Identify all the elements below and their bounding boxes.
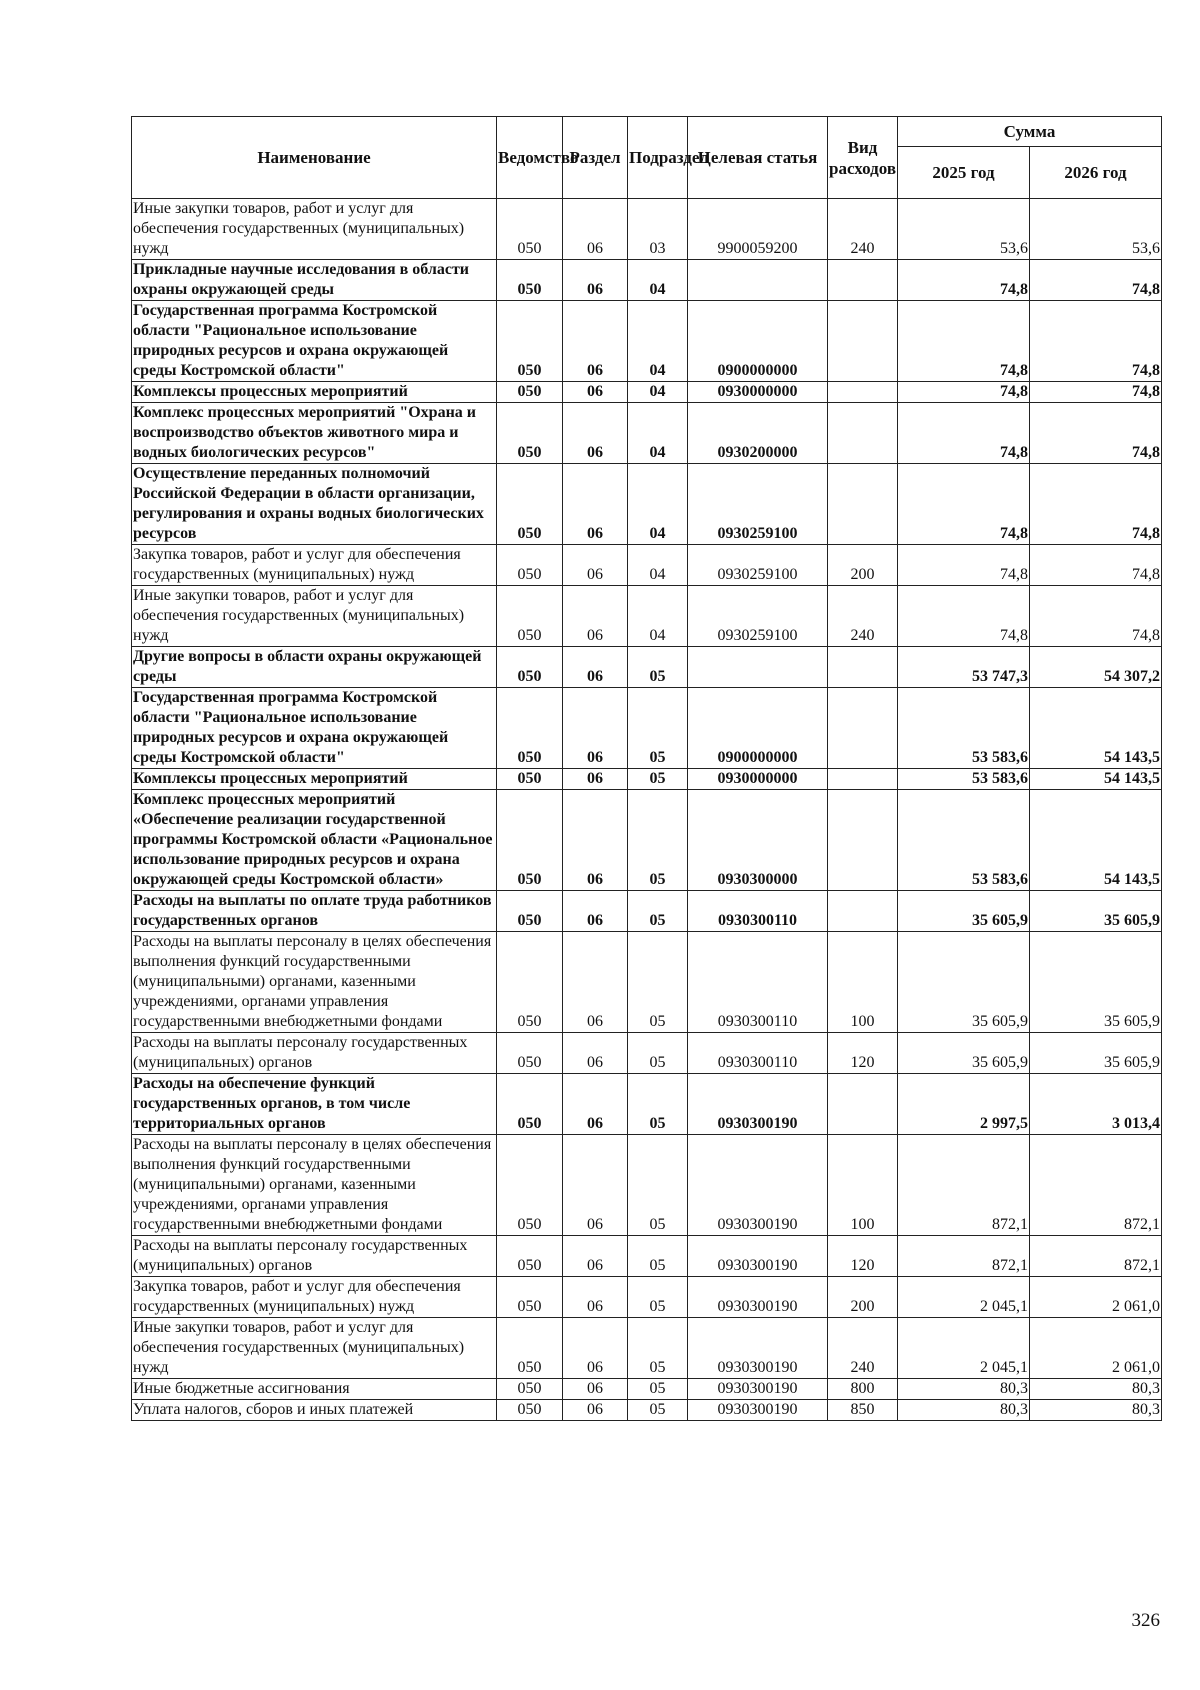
table-row: [132, 1074, 1162, 1135]
cell-celevaya-statya: [688, 260, 828, 301]
cell-vid-rashodov: [828, 301, 898, 382]
cell-razdel: 06: [563, 891, 628, 932]
cell-sum-2026: 35 605,9: [1030, 1033, 1162, 1074]
header-celevaya-statya: Целевая статья: [688, 117, 828, 199]
cell-celevaya-statya: 0930259100: [688, 545, 828, 586]
cell-celevaya-statya: 0930300110: [688, 932, 828, 1033]
cell-vid-rashodov: [828, 891, 898, 932]
cell-vedomstvo: 050: [497, 199, 563, 260]
cell-razdel: 06: [563, 199, 628, 260]
cell-celevaya-statya: 0930200000: [688, 403, 828, 464]
cell-razdel: 06: [563, 1236, 628, 1277]
cell-vedomstvo: 050: [497, 769, 563, 790]
cell-podrazdel: 04: [628, 464, 688, 545]
cell-sum-2026: 80,3: [1030, 1379, 1162, 1400]
cell-vid-rashodov: 240: [828, 586, 898, 647]
cell-vedomstvo: 050: [497, 647, 563, 688]
cell-razdel: 06: [563, 1400, 628, 1421]
cell-sum-2025: 80,3: [898, 1379, 1030, 1400]
budget-table-container: [131, 116, 1161, 1421]
table-row: [132, 382, 1162, 403]
cell-sum-2025: 74,8: [898, 586, 1030, 647]
cell-vid-rashodov: [828, 769, 898, 790]
cell-sum-2026: 54 143,5: [1030, 688, 1162, 769]
cell-vedomstvo: 050: [497, 545, 563, 586]
table-row: [132, 647, 1162, 688]
cell-vid-rashodov: [828, 382, 898, 403]
table-body: [132, 199, 1162, 1421]
cell-celevaya-statya: [688, 647, 828, 688]
cell-vid-rashodov: [828, 790, 898, 891]
cell-sum-2026: 872,1: [1030, 1135, 1162, 1236]
cell-podrazdel: 05: [628, 1318, 688, 1379]
cell-vedomstvo: 050: [497, 1318, 563, 1379]
cell-sum-2025: 74,8: [898, 301, 1030, 382]
cell-podrazdel: 05: [628, 1033, 688, 1074]
cell-celevaya-statya: 0930300190: [688, 1277, 828, 1318]
cell-razdel: 06: [563, 403, 628, 464]
cell-sum-2026: 54 143,5: [1030, 769, 1162, 790]
cell-podrazdel: 04: [628, 586, 688, 647]
cell-vedomstvo: 050: [497, 790, 563, 891]
cell-celevaya-statya: 0930000000: [688, 769, 828, 790]
table-row: [132, 769, 1162, 790]
cell-razdel: 06: [563, 790, 628, 891]
cell-vid-rashodov: 240: [828, 1318, 898, 1379]
cell-name: Закупка товаров, работ и услуг для обеспечения государственных (муниципальных) нужд: [132, 1277, 497, 1318]
cell-razdel: 06: [563, 1379, 628, 1400]
cell-name: Расходы на обеспечение функций государственных органов, в том числе территориальных органов: [132, 1074, 497, 1135]
header-year-2026: 2026 год: [1030, 147, 1162, 199]
cell-podrazdel: 05: [628, 891, 688, 932]
cell-name: Комплекс процессных мероприятий «Обеспечение реализации государственной программы Костромской области «Рациональное использование природных ресурсов и охрана окружающей среды Костромской области»: [132, 790, 497, 891]
cell-podrazdel: 05: [628, 790, 688, 891]
table-row: [132, 891, 1162, 932]
cell-vid-rashodov: 120: [828, 1033, 898, 1074]
cell-vid-rashodov: 100: [828, 932, 898, 1033]
cell-celevaya-statya: 0930000000: [688, 382, 828, 403]
cell-sum-2025: 53 583,6: [898, 769, 1030, 790]
table-row: [132, 1379, 1162, 1400]
cell-razdel: 06: [563, 769, 628, 790]
table-row: [132, 932, 1162, 1033]
cell-razdel: 06: [563, 382, 628, 403]
cell-razdel: 06: [563, 301, 628, 382]
cell-podrazdel: 04: [628, 403, 688, 464]
cell-celevaya-statya: 0930300190: [688, 1400, 828, 1421]
cell-name: Комплекс процессных мероприятий "Охрана и воспроизводство объектов животного мира и водных биологических ресурсов": [132, 403, 497, 464]
cell-vid-rashodov: 120: [828, 1236, 898, 1277]
cell-name: Закупка товаров, работ и услуг для обеспечения государственных (муниципальных) нужд: [132, 545, 497, 586]
cell-vid-rashodov: 200: [828, 545, 898, 586]
cell-podrazdel: 05: [628, 1400, 688, 1421]
cell-vedomstvo: 050: [497, 403, 563, 464]
cell-vid-rashodov: 100: [828, 1135, 898, 1236]
cell-vedomstvo: 050: [497, 1379, 563, 1400]
cell-razdel: 06: [563, 586, 628, 647]
cell-podrazdel: 04: [628, 301, 688, 382]
cell-sum-2025: 80,3: [898, 1400, 1030, 1421]
cell-celevaya-statya: 0930300190: [688, 1135, 828, 1236]
header-year-2025: 2025 год: [898, 147, 1030, 199]
cell-name: Иные закупки товаров, работ и услуг для обеспечения государственных (муниципальных) нужд: [132, 586, 497, 647]
table-row: [132, 199, 1162, 260]
cell-name: Расходы на выплаты персоналу в целях обеспечения выполнения функций государственными (муниципальными) органами, казенными учреждениями, органами управления государственными внебюджетными фондами: [132, 1135, 497, 1236]
cell-podrazdel: 04: [628, 382, 688, 403]
cell-sum-2025: 53 583,6: [898, 790, 1030, 891]
header-vid-rashodov: Вид расходов: [828, 117, 898, 199]
cell-sum-2025: 2 045,1: [898, 1318, 1030, 1379]
cell-vedomstvo: 050: [497, 688, 563, 769]
cell-name: Расходы на выплаты персоналу в целях обеспечения выполнения функций государственными (муниципальными) органами, казенными учреждениями, органами управления государственными внебюджетными фондами: [132, 932, 497, 1033]
cell-name: Государственная программа Костромской области "Рациональное использование природных ресурсов и охрана окружающей среды Костромской области": [132, 301, 497, 382]
cell-sum-2026: 3 013,4: [1030, 1074, 1162, 1135]
cell-razdel: 06: [563, 260, 628, 301]
cell-sum-2026: 74,8: [1030, 301, 1162, 382]
header-summa: Сумма: [898, 117, 1162, 147]
table-row: [132, 464, 1162, 545]
cell-sum-2026: 53,6: [1030, 199, 1162, 260]
cell-vedomstvo: 050: [497, 891, 563, 932]
cell-vid-rashodov: [828, 1074, 898, 1135]
table-row: [132, 1400, 1162, 1421]
table-row: [132, 1277, 1162, 1318]
cell-sum-2025: 53 747,3: [898, 647, 1030, 688]
cell-razdel: 06: [563, 1074, 628, 1135]
table-row: [132, 260, 1162, 301]
cell-celevaya-statya: 0930300190: [688, 1318, 828, 1379]
cell-vid-rashodov: [828, 688, 898, 769]
cell-sum-2025: 35 605,9: [898, 1033, 1030, 1074]
cell-name: Осуществление переданных полномочий Российской Федерации в области организации, регулирования и охраны водных биологических ресурсов: [132, 464, 497, 545]
cell-sum-2026: 74,8: [1030, 586, 1162, 647]
cell-sum-2026: 54 307,2: [1030, 647, 1162, 688]
cell-vid-rashodov: 800: [828, 1379, 898, 1400]
cell-vid-rashodov: [828, 647, 898, 688]
cell-name: Комплексы процессных мероприятий: [132, 769, 497, 790]
cell-podrazdel: 05: [628, 1379, 688, 1400]
budget-table: [131, 116, 1162, 1421]
cell-vid-rashodov: 850: [828, 1400, 898, 1421]
table-row: [132, 1033, 1162, 1074]
cell-vedomstvo: 050: [497, 586, 563, 647]
cell-razdel: 06: [563, 647, 628, 688]
cell-sum-2026: 74,8: [1030, 260, 1162, 301]
table-row: [132, 403, 1162, 464]
cell-podrazdel: 05: [628, 769, 688, 790]
cell-celevaya-statya: 0930300000: [688, 790, 828, 891]
cell-podrazdel: 03: [628, 199, 688, 260]
cell-vedomstvo: 050: [497, 1033, 563, 1074]
cell-sum-2025: 35 605,9: [898, 891, 1030, 932]
cell-celevaya-statya: 0900000000: [688, 688, 828, 769]
cell-sum-2025: 53,6: [898, 199, 1030, 260]
cell-celevaya-statya: 0930300110: [688, 1033, 828, 1074]
header-vedomstvo: Ведомство: [497, 117, 563, 199]
cell-celevaya-statya: 0900000000: [688, 301, 828, 382]
cell-podrazdel: 05: [628, 1277, 688, 1318]
cell-sum-2026: 80,3: [1030, 1400, 1162, 1421]
cell-sum-2025: 53 583,6: [898, 688, 1030, 769]
cell-sum-2026: 2 061,0: [1030, 1318, 1162, 1379]
header-razdel: Раздел: [563, 117, 628, 199]
cell-vedomstvo: 050: [497, 1074, 563, 1135]
cell-podrazdel: 05: [628, 1236, 688, 1277]
cell-sum-2026: 35 605,9: [1030, 932, 1162, 1033]
cell-sum-2026: 54 143,5: [1030, 790, 1162, 891]
cell-name: Расходы на выплаты персоналу государственных (муниципальных) органов: [132, 1236, 497, 1277]
table-row: [132, 1135, 1162, 1236]
cell-name: Прикладные научные исследования в области охраны окружающей среды: [132, 260, 497, 301]
table-row: [132, 1318, 1162, 1379]
cell-name: Расходы на выплаты по оплате труда работников государственных органов: [132, 891, 497, 932]
cell-name: Государственная программа Костромской области "Рациональное использование природных ресурсов и охрана окружающей среды Костромской области": [132, 688, 497, 769]
cell-celevaya-statya: 0930259100: [688, 464, 828, 545]
cell-sum-2025: 74,8: [898, 464, 1030, 545]
cell-sum-2026: 2 061,0: [1030, 1277, 1162, 1318]
cell-vedomstvo: 050: [497, 1400, 563, 1421]
cell-celevaya-statya: 9900059200: [688, 199, 828, 260]
cell-vedomstvo: 050: [497, 1135, 563, 1236]
page-number: 326: [1131, 1610, 1160, 1631]
cell-name: Иные закупки товаров, работ и услуг для обеспечения государственных (муниципальных) нужд: [132, 199, 497, 260]
cell-vedomstvo: 050: [497, 932, 563, 1033]
cell-sum-2025: 74,8: [898, 382, 1030, 403]
cell-razdel: 06: [563, 688, 628, 769]
cell-razdel: 06: [563, 1135, 628, 1236]
cell-vedomstvo: 050: [497, 301, 563, 382]
cell-razdel: 06: [563, 1033, 628, 1074]
cell-vid-rashodov: [828, 403, 898, 464]
table-row: [132, 790, 1162, 891]
cell-razdel: 06: [563, 932, 628, 1033]
cell-razdel: 06: [563, 1277, 628, 1318]
cell-sum-2025: 872,1: [898, 1236, 1030, 1277]
cell-razdel: 06: [563, 1318, 628, 1379]
cell-name: Иные закупки товаров, работ и услуг для обеспечения государственных (муниципальных) нужд: [132, 1318, 497, 1379]
cell-sum-2026: 74,8: [1030, 464, 1162, 545]
cell-vedomstvo: 050: [497, 1236, 563, 1277]
header-podrazdel: Подраздел: [628, 117, 688, 199]
cell-name: Уплата налогов, сборов и иных платежей: [132, 1400, 497, 1421]
cell-celevaya-statya: 0930259100: [688, 586, 828, 647]
cell-name: Расходы на выплаты персоналу государственных (муниципальных) органов: [132, 1033, 497, 1074]
cell-sum-2026: 74,8: [1030, 545, 1162, 586]
cell-sum-2025: 872,1: [898, 1135, 1030, 1236]
cell-vedomstvo: 050: [497, 1277, 563, 1318]
cell-vedomstvo: 050: [497, 260, 563, 301]
cell-sum-2025: 35 605,9: [898, 932, 1030, 1033]
cell-podrazdel: 05: [628, 932, 688, 1033]
cell-vedomstvo: 050: [497, 382, 563, 403]
table-row: [132, 688, 1162, 769]
table-row: [132, 301, 1162, 382]
cell-sum-2025: 74,8: [898, 545, 1030, 586]
cell-celevaya-statya: 0930300190: [688, 1379, 828, 1400]
cell-sum-2026: 74,8: [1030, 403, 1162, 464]
cell-celevaya-statya: 0930300110: [688, 891, 828, 932]
cell-razdel: 06: [563, 545, 628, 586]
cell-name: Комплексы процессных мероприятий: [132, 382, 497, 403]
cell-vid-rashodov: 200: [828, 1277, 898, 1318]
cell-podrazdel: 04: [628, 260, 688, 301]
cell-sum-2025: 2 045,1: [898, 1277, 1030, 1318]
cell-vid-rashodov: 240: [828, 199, 898, 260]
cell-vedomstvo: 050: [497, 464, 563, 545]
cell-sum-2026: 872,1: [1030, 1236, 1162, 1277]
cell-name: Другие вопросы в области охраны окружающей среды: [132, 647, 497, 688]
cell-vid-rashodov: [828, 260, 898, 301]
cell-podrazdel: 05: [628, 688, 688, 769]
cell-razdel: 06: [563, 464, 628, 545]
cell-sum-2025: 74,8: [898, 260, 1030, 301]
table-row: [132, 586, 1162, 647]
cell-podrazdel: 05: [628, 1074, 688, 1135]
header-name: Наименование: [132, 117, 497, 199]
cell-sum-2025: 74,8: [898, 403, 1030, 464]
table-row: [132, 545, 1162, 586]
cell-sum-2026: 35 605,9: [1030, 891, 1162, 932]
cell-podrazdel: 04: [628, 545, 688, 586]
cell-celevaya-statya: 0930300190: [688, 1074, 828, 1135]
table-row: [132, 1236, 1162, 1277]
cell-podrazdel: 05: [628, 1135, 688, 1236]
cell-celevaya-statya: 0930300190: [688, 1236, 828, 1277]
cell-podrazdel: 05: [628, 647, 688, 688]
cell-vid-rashodov: [828, 464, 898, 545]
cell-sum-2025: 2 997,5: [898, 1074, 1030, 1135]
cell-sum-2026: 74,8: [1030, 382, 1162, 403]
cell-name: Иные бюджетные ассигнования: [132, 1379, 497, 1400]
